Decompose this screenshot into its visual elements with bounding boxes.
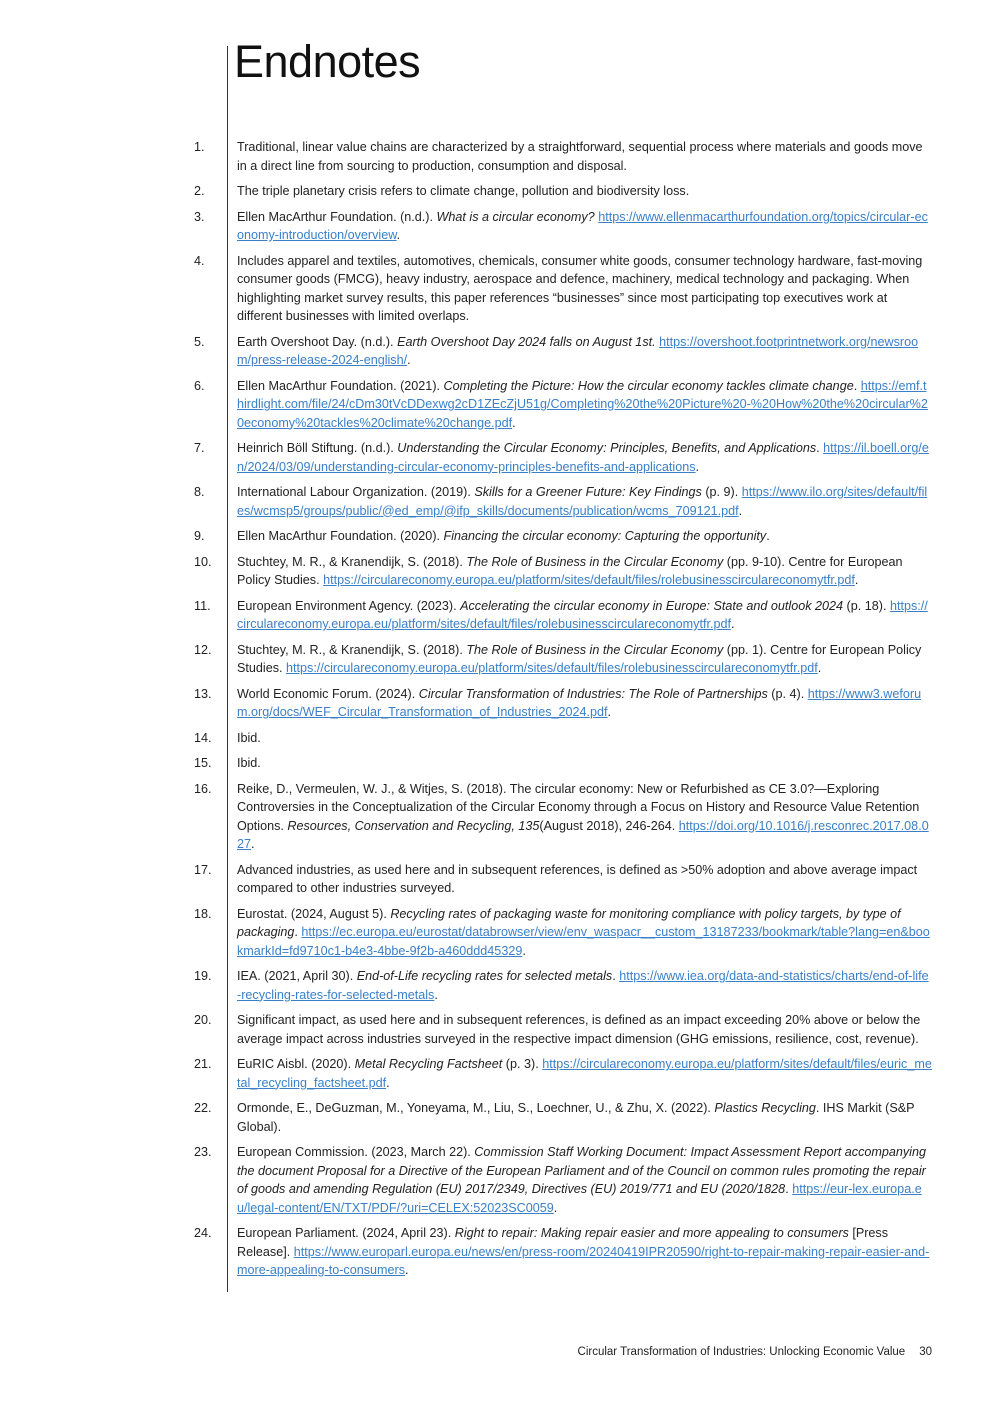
- endnote-number: 10.: [194, 554, 212, 569]
- endnote-text-segment: .: [730, 617, 735, 631]
- footer-doc-subtitle: Unlocking Economic Value: [766, 1346, 906, 1358]
- endnote-item: [0, 1055, 992, 1092]
- endnote-text: [237, 597, 932, 634]
- endnote-text-segment: .: [294, 925, 302, 939]
- endnote-text-segment: .: [386, 1075, 390, 1090]
- endnote-text-segment: (August 2018), 246-264.: [539, 818, 679, 833]
- endnote-number: 15.: [194, 756, 212, 770]
- endnote-source-title: Circular Transformation of Industries: The Role of Partnerships: [418, 686, 768, 701]
- endnote-item: [0, 333, 992, 370]
- endnotes-list: [0, 138, 992, 1287]
- endnote-text-segment: Earth Overshoot Day. (n.d.).: [237, 334, 398, 349]
- endnote-item: [0, 861, 992, 898]
- endnote-text: [237, 527, 932, 546]
- endnote-text: [237, 1099, 932, 1136]
- endnote-number: 5.: [194, 334, 205, 349]
- endnote-item: [0, 685, 992, 722]
- endnote-number: 8.: [194, 485, 205, 499]
- endnote-number: 23.: [194, 1145, 212, 1159]
- endnote-link[interactable]: https://overshoot.footprintnetwork.org/newsroom/press-release-2024-english/: [237, 334, 919, 367]
- endnote-text-segment: .: [251, 837, 255, 851]
- endnote-text-segment: International Labour Organization. (2019).: [237, 485, 475, 499]
- endnote-text-segment: Ellen MacArthur Foundation. (n.d.).: [237, 209, 437, 224]
- endnote-item: [0, 641, 992, 678]
- endnote-number: 18.: [194, 906, 212, 921]
- endnote-item: [0, 597, 992, 634]
- endnote-item: [0, 967, 992, 1004]
- endnote-text: [237, 1055, 932, 1092]
- endnote-text-segment: Stuchtey, M. R., & Kranendijk, S. (2018).: [237, 642, 467, 657]
- endnote-text-segment: EuRIC Aisbl. (2020).: [237, 1057, 355, 1071]
- endnote-text-segment: Traditional, linear value chains are characterized by a straightforward, sequential process where materials and goods move in a direct line from sourcing to production, consumption and disposal.: [237, 140, 923, 173]
- endnote-link[interactable]: https://www.ellenmacarthurfoundation.org/topics/circular-economy-introduction/overview: [237, 209, 928, 242]
- endnote-text-segment: .: [405, 1263, 409, 1277]
- endnote-text-segment: (pp. 9-10). Centre for European Policy Studies.: [237, 554, 903, 587]
- endnote-link[interactable]: https://il.boell.org/en/2024/03/09/understanding-circular-economy-principles-benefits-and-applications: [237, 441, 929, 474]
- page-title: Endnotes: [234, 36, 421, 87]
- endnote-link[interactable]: https://www3.weforum.org/docs/WEF_Circular_Transformation_of_Industries_2024.pdf: [237, 686, 922, 719]
- endnote-text-segment: (p. 9).: [701, 485, 742, 499]
- endnote-number: 21.: [194, 1057, 212, 1071]
- endnote-text: [237, 483, 932, 520]
- endnote-number: 2.: [194, 184, 205, 198]
- endnote-text-segment: .: [695, 459, 700, 474]
- endnote-number: 6.: [194, 378, 205, 393]
- endnote-item: [0, 439, 992, 476]
- endnote-text: [237, 333, 932, 370]
- endnote-text: [237, 553, 932, 590]
- endnote-text-segment: Reike, D., Vermeulen, W. J., & Witjes, S. (2018). The circular economy: New or Refurbished as CE 3.0?—Exploring Controversies in the Conceptualization of the Circular Economy through a Focus on History and Resource Value Retention Options.: [237, 781, 920, 833]
- endnote-link[interactable]: https://doi.org/10.1016/j.resconrec.2017.08.027: [237, 818, 929, 851]
- endnote-text: [237, 1011, 932, 1048]
- endnote-text: [237, 861, 932, 898]
- endnote-item: [0, 208, 992, 245]
- endnote-text-segment: (pp. 1). Centre for European Policy Studies.: [237, 642, 922, 675]
- endnote-item: [0, 1099, 992, 1136]
- endnote-source-title: The Role of Business in the Circular Economy: [466, 642, 724, 657]
- endnote-item: [0, 527, 992, 546]
- endnote-number: 24.: [194, 1226, 212, 1240]
- endnote-number: 11.: [194, 598, 211, 613]
- endnote-text-segment: Significant impact, as used here and in subsequent references, is defined as an impact exceeding 20% above or below the average impact across industries surveyed in the respective impact dimension (GHG emissions, resilience, cost, revenue).: [237, 1013, 921, 1046]
- endnote-text: [237, 1143, 932, 1217]
- endnote-text-segment: Heinrich Böll Stiftung. (n.d.).: [237, 441, 398, 455]
- endnote-text: [237, 780, 932, 854]
- endnote-source-title: Understanding the Circular Economy: Principles, Benefits, and Applications: [397, 441, 817, 455]
- endnote-text: [237, 905, 932, 961]
- page-footer: [578, 1346, 932, 1358]
- endnote-source-title: Recycling rates of packaging waste for monitoring compliance with policy targets, by type of packaging: [237, 906, 901, 939]
- endnote-source-title: Completing the Picture: How the circular economy tackles climate change: [443, 378, 854, 393]
- endnote-text: [237, 967, 932, 1004]
- endnote-text-segment: Ormonde, E., DeGuzman, M., Yoneyama, M., Liu, S., Loechner, U., & Zhu, X. (2022).: [237, 1101, 715, 1115]
- endnote-text: [237, 252, 932, 326]
- endnote-text-segment: Ibid.: [237, 730, 261, 745]
- endnote-text-segment: .: [512, 415, 516, 430]
- endnote-item: [0, 780, 992, 854]
- endnote-text-segment: .: [817, 661, 822, 675]
- endnote-text-segment: Eurostat. (2024, August 5).: [237, 906, 391, 921]
- endnote-text-segment: .: [766, 529, 770, 543]
- endnote-source-title: Right to repair: Making repair easier and more appealing to consumers: [454, 1226, 849, 1240]
- endnote-text-segment: (p. 4).: [767, 686, 808, 701]
- endnote-text: [237, 729, 932, 748]
- endnote-link[interactable]: https://www.ilo.org/sites/default/files/wcmsp5/groups/public/@ed_emp/@ifp_skills/documents/publication/wcms_709121.pdf: [237, 485, 928, 518]
- endnote-text: [237, 182, 932, 201]
- endnote-text-segment: .: [407, 353, 411, 367]
- endnote-link[interactable]: https://emf.thirdlight.com/file/24/cDm30tVcDDexwg2cD1ZEcZjU51g/Completing%20the%20Picture%20-%20How%20the%20circular%20economy%20tackles%20climate%20change.pdf: [237, 378, 928, 430]
- endnote-text: [237, 377, 932, 433]
- endnote-item: [0, 483, 992, 520]
- endnote-item: [0, 1143, 992, 1217]
- endnote-text-segment: .: [816, 441, 824, 455]
- endnote-text-segment: [Press Release].: [237, 1226, 889, 1259]
- endnote-source-title: Skills for a Greener Future: Key Findings: [474, 485, 702, 499]
- endnote-text-segment: .: [553, 1200, 558, 1215]
- endnote-number: 1.: [194, 140, 205, 154]
- endnote-text-segment: European Environment Agency. (2023).: [237, 598, 461, 613]
- endnote-link[interactable]: https://circulareconomy.europa.eu/platform/sites/default/files/rolebusinesscirculareconomytfr.pdf: [286, 661, 818, 675]
- endnote-number: 17.: [194, 862, 212, 877]
- endnote-text-segment: World Economic Forum. (2024).: [237, 686, 419, 701]
- endnote-source-title: Financing the circular economy: Capturing the opportunity: [443, 529, 767, 543]
- endnote-item: [0, 729, 992, 748]
- endnote-number: 16.: [194, 781, 212, 796]
- endnote-text: [237, 641, 932, 678]
- endnote-source-title: Commission Staff Working Document: Impact Assessment Report accompanying the document Proposal for a Directive of the European Parliament and of the Council on common rules promoting the repair of goods and amending Regulation (EU) 2017/2349, Directives (EU) 2019/771 and EU (2020/1828: [237, 1145, 926, 1196]
- endnote-item: [0, 182, 992, 201]
- endnote-text-segment: (p. 18).: [843, 598, 890, 613]
- endnote-text-segment: Includes apparel and textiles, automotives, chemicals, consumer white goods, consumer technology hardware, fast-moving consumer goods (FMCG), heavy industry, aerospace and defence, machinery, medical technology and packaging. When highlighting market survey results, this paper references “businesses” since most participating top executives work at different businesses with limited overlaps.: [237, 253, 923, 323]
- endnote-source-title: The Role of Business in the Circular Economy: [466, 554, 724, 569]
- endnote-source-title: Accelerating the circular economy in Europe: State and outlook 2024: [460, 598, 844, 613]
- endnote-item: [0, 1224, 992, 1280]
- endnote-item: [0, 905, 992, 961]
- endnote-link[interactable]: https://circulareconomy.europa.eu/platform/sites/default/files/rolebusinesscirculareconomytfr.pdf: [237, 598, 928, 631]
- endnote-link[interactable]: https://circulareconomy.europa.eu/platform/sites/default/files/euric_metal_recycling_factsheet.pdf: [237, 1057, 932, 1090]
- endnote-number: 20.: [194, 1013, 212, 1027]
- endnote-text-segment: Stuchtey, M. R., & Kranendijk, S. (2018).: [237, 554, 467, 569]
- endnote-item: [0, 252, 992, 326]
- endnote-item: [0, 754, 992, 773]
- endnote-number: 3.: [194, 209, 205, 224]
- endnote-text-segment: .: [738, 503, 743, 518]
- endnote-link[interactable]: https://circulareconomy.europa.eu/platform/sites/default/files/rolebusinesscirculareconomytfr.pdf: [323, 573, 855, 587]
- endnote-text-segment: European Parliament. (2024, April 23).: [237, 1226, 455, 1240]
- endnote-item: [0, 138, 992, 175]
- page-number: 30: [919, 1346, 932, 1358]
- endnote-text-segment: .: [853, 378, 861, 393]
- endnote-text-segment: .: [434, 987, 438, 1002]
- endnote-text-segment: .: [396, 228, 401, 242]
- endnote-text-segment: (p. 3).: [502, 1057, 543, 1071]
- endnote-link[interactable]: https://www.europarl.europa.eu/news/en/press-room/20240419IPR20590/right-to-repair-making-repair-easier-and-more-appealing-to-consumers: [237, 1244, 930, 1277]
- endnote-text-segment: Ellen MacArthur Foundation. (2020).: [237, 529, 444, 543]
- endnote-number: 13.: [194, 686, 212, 701]
- endnote-number: 9.: [194, 529, 205, 543]
- endnote-text: [237, 208, 932, 245]
- endnote-text: [237, 685, 932, 722]
- endnote-number: 4.: [194, 253, 205, 268]
- endnote-link[interactable]: https://eur-lex.europa.eu/legal-content/EN/TXT/PDF/?uri=CELEX:52023SC0059: [237, 1182, 922, 1215]
- endnote-item: [0, 553, 992, 590]
- endnote-text-segment: .: [612, 969, 620, 983]
- endnote-link[interactable]: https://www.iea.org/data-and-statistics/charts/end-of-life-recycling-rates-for-selected-metals: [237, 969, 929, 1002]
- endnote-text-segment: European Commission. (2023, March 22).: [237, 1145, 475, 1159]
- endnote-item: [0, 377, 992, 433]
- endnote-text: [237, 439, 932, 476]
- endnote-source-title: Metal Recycling Factsheet: [354, 1057, 503, 1071]
- endnote-number: 22.: [194, 1101, 212, 1115]
- endnote-number: 19.: [194, 969, 212, 983]
- endnote-text-segment: .: [854, 573, 859, 587]
- footer-doc-title: Circular Transformation of Industries:: [577, 1346, 767, 1358]
- endnote-number: 14.: [194, 730, 212, 745]
- endnote-source-title: Resources, Conservation and Recycling, 135: [287, 818, 540, 833]
- endnote-text-segment: IEA. (2021, April 30).: [237, 969, 357, 983]
- endnote-text: [237, 138, 932, 175]
- endnote-source-title: End-of-Life recycling rates for selected metals: [356, 969, 613, 983]
- endnote-link[interactable]: https://ec.europa.eu/eurostat/databrowser/view/env_waspacr__custom_13187233/bookmark/table?lang=en&bookmarkId=fd9710c1-b4e3-4bbe-9f2b-a460ddd45329: [237, 925, 930, 958]
- endnote-text-segment: .: [522, 943, 526, 958]
- endnote-text-segment: .: [785, 1182, 793, 1196]
- endnote-text-segment: . IHS Markit (S&P Global).: [237, 1101, 915, 1134]
- endnote-source-title: What is a circular economy?: [436, 209, 595, 224]
- endnote-number: 12.: [194, 642, 212, 657]
- endnote-text: [237, 1224, 932, 1280]
- endnote-text-segment: Advanced industries, as used here and in subsequent references, is defined as >50% adoption and above average impact compared to other industries surveyed.: [237, 862, 918, 895]
- endnote-text-segment: The triple planetary crisis refers to climate change, pollution and biodiversity loss.: [237, 184, 690, 198]
- endnote-text: [237, 754, 932, 773]
- endnote-source-title: Plastics Recycling: [714, 1101, 816, 1115]
- endnote-number: 7.: [194, 441, 205, 455]
- endnote-text-segment: Ibid.: [237, 756, 261, 770]
- endnote-text-segment: Ellen MacArthur Foundation. (2021).: [237, 378, 444, 393]
- endnote-item: [0, 1011, 992, 1048]
- endnote-text-segment: .: [607, 705, 612, 719]
- endnote-source-title: Earth Overshoot Day 2024 falls on August 1st.: [397, 334, 656, 349]
